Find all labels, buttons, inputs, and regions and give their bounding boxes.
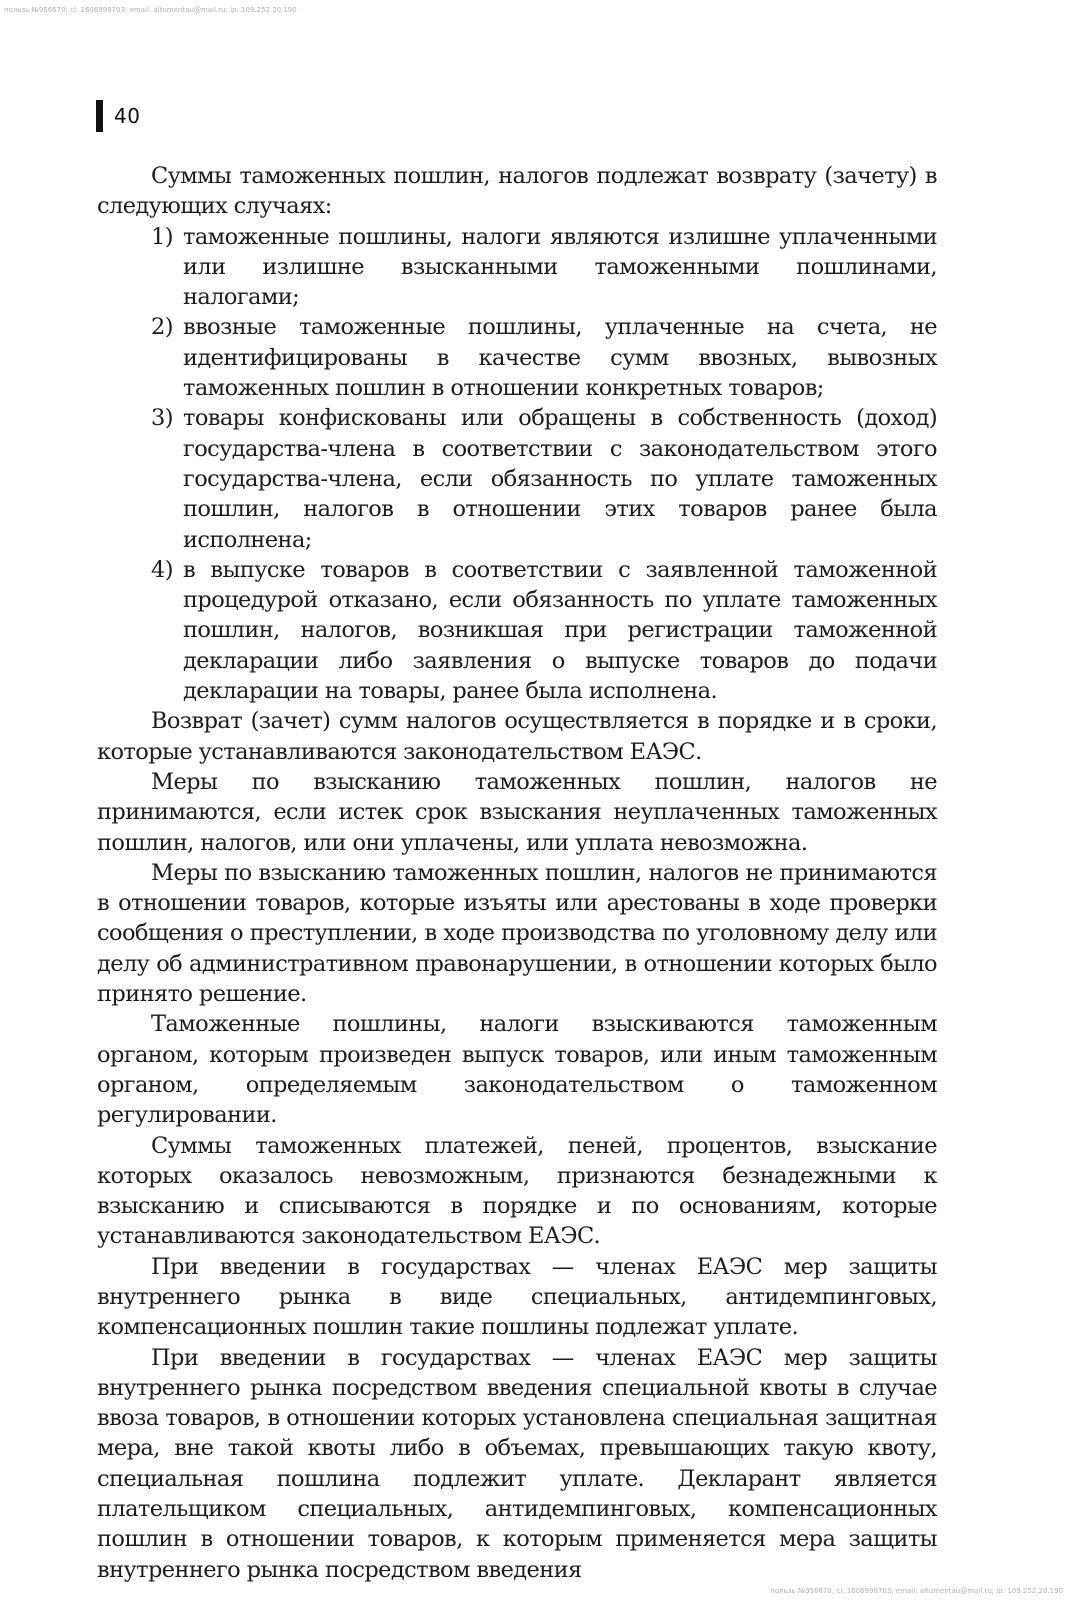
- paragraph: Таможенные пошлины, налоги взыскиваются таможенным органом, которым произведен выпуск товаров, или иным таможенным органом, определяемым законодательством о таможенном регулировании.: [97, 1011, 937, 1129]
- list-item: [97, 222, 937, 313]
- list-item-text: таможенные пошлины, налоги являются излишне уплаченными или излишне взысканными таможенными пошлинами, налогами;: [183, 223, 937, 311]
- paragraph: При введении в государствах — членах ЕАЭС мер защиты внутреннего рынка в виде специальных, антидемпинговых, компенсационных пошлин такие пошлины подлежат уплате.: [97, 1253, 937, 1341]
- refund-cases-list: [97, 222, 937, 707]
- paragraph: Суммы таможенных платежей, пеней, процентов, взыскание которых оказалось невозможным, признаются безнадежными к взысканию и списываются в порядке и по основаниям, которые устанавливаются законодательством ЕАЭС.: [97, 1132, 937, 1250]
- list-item-number: 4): [151, 556, 173, 583]
- list-item-number: 3): [151, 405, 173, 432]
- header-bar: [96, 100, 103, 132]
- watermark-bottom: пользь №956670; cl: 1606998703; email: altumentau@mail.ru; ip: 109.252.20.190: [770, 1587, 1063, 1595]
- body-text: [97, 161, 937, 1585]
- list-item-number: 2): [151, 314, 173, 341]
- page-header: [96, 100, 140, 132]
- paragraph: Возврат (зачет) сумм налогов осуществляется в порядке и в сроки, которые устанавливаются законодательством ЕАЭС.: [97, 708, 937, 765]
- list-item: [97, 403, 937, 554]
- paragraph: При введении в государствах — членах ЕАЭС мер защиты внутреннего рынка посредством введения специальной квоты в случае ввоза товаров, в отношении которых установлена специальная защитная мера, вне такой квоты либо в объемах, превышающих такую квоту, специальная пошлина подлежит уплате. Декларант является плательщиком специальных, антидемпинговых, компенсационных пошлин в отношении товаров, к которым применяется мера защиты внутреннего рынка посредством введения: [97, 1344, 937, 1583]
- list-item-number: 1): [151, 223, 173, 250]
- list-item-text: ввозные таможенные пошлины, уплаченные на счета, не идентифицированы в качестве сумм ввозных, вывозных таможенных пошлин в отношении конкретных товаров;: [183, 314, 937, 402]
- watermark-top: пользь №956670; cl: 1606998703; email: altumentau@mail.ru; ip: 109.252.20.190: [4, 6, 297, 14]
- list-item-text: товары конфискованы или обращены в собственность (доход) государства-члена в соответствии с законодательством этого государства-члена, если обязанность по уплате таможенных пошлин, налогов в отношении этих товаров ранее была исполнена;: [183, 405, 937, 553]
- paragraph: Меры по взысканию таможенных пошлин, налогов не принимаются, если истек срок взыскания неуплаченных таможенных пошлин, налогов, или они уплачены, или уплата невозможна.: [97, 768, 937, 856]
- list-item: [97, 555, 937, 706]
- intro-paragraph: Суммы таможенных пошлин, налогов подлежат возврату (зачету) в следующих случаях:: [97, 163, 937, 220]
- list-item: [97, 312, 937, 403]
- page-number: 40: [114, 104, 141, 128]
- paragraph: Меры по взысканию таможенных пошлин, налогов не принимаются в отношении товаров, которые изъяты или арестованы в ходе проверки сообщения о преступлении, в ходе производства по уголовному делу или делу об административном правонарушении, в отношении которых было принято решение.: [97, 859, 937, 1008]
- list-item-text: в выпуске товаров в соответствии с заявленной таможенной процедурой отказано, если обязанность по уплате таможенных пошлин, налогов, возникшая при регистрации таможенной декларации либо заявления о выпуске товаров до подачи декларации на товары, ранее была исполнена.: [183, 556, 937, 705]
